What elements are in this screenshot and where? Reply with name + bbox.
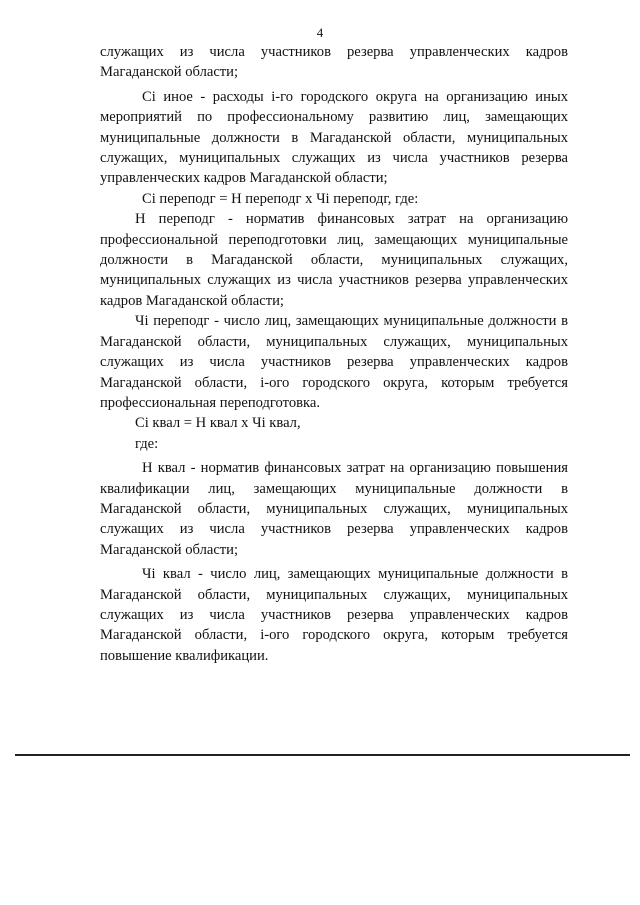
horizontal-rule — [15, 754, 630, 756]
paragraph-ch-retraining: Чi переподг - число лиц, замещающих муниципальные должности в Магаданской области, муниципальных служащих, муниципальных служащих из числа участников резерва управленческих кадров Магаданской области, i-ого городского округа, которым требуется профессиональная переподготовка. — [100, 313, 568, 411]
document-body — [100, 42, 568, 666]
paragraph-n-qualification: Н квал - норматив финансовых затрат на организацию повышения квалификации лиц, замещающих муниципальные должности в Магаданской области, муниципальных служащих, муниципальных служащих из числа участников резерва управленческих кадров Магаданской области; — [100, 460, 568, 558]
paragraph-n-retraining: Н переподг - норматив финансовых затрат на организацию профессиональной переподготовки лиц, замещающих муниципальные должности в Магаданской области, муниципальных служащих, муниципальных служащих из числа участников резерва управленческих кадров Магаданской области; — [100, 211, 568, 309]
page-number: 4 — [316, 25, 324, 40]
formula-qualification: Ci квал = Н квал х Чi квал, — [135, 415, 301, 432]
paragraph-ci-other: Ci иное - расходы i-го городского округа на организацию иных мероприятий по профессиональному развитию лиц, замещающих муниципальные должности в Магаданской области, муниципальных служащих, муниципальных служащих из числа участников резерва управленческих кадров Магаданской области; — [100, 88, 568, 187]
paragraph-ch-qualification: Чi квал - число лиц, замещающих муниципальные должности в Магаданской области, муниципальных служащих, муниципальных служащих из числа участников резерва управленческих кадров Магаданской области, i-ого городского округа, которым требуется повышение квалификации. — [100, 566, 568, 664]
paragraph-continuation: служащих из числа участников резерва управленческих кадров Магаданской области; — [100, 44, 568, 81]
formula-retraining: Ci переподг = Н переподг х Чi переподг, где: — [142, 190, 419, 207]
paragraph-where: где: — [135, 435, 159, 452]
